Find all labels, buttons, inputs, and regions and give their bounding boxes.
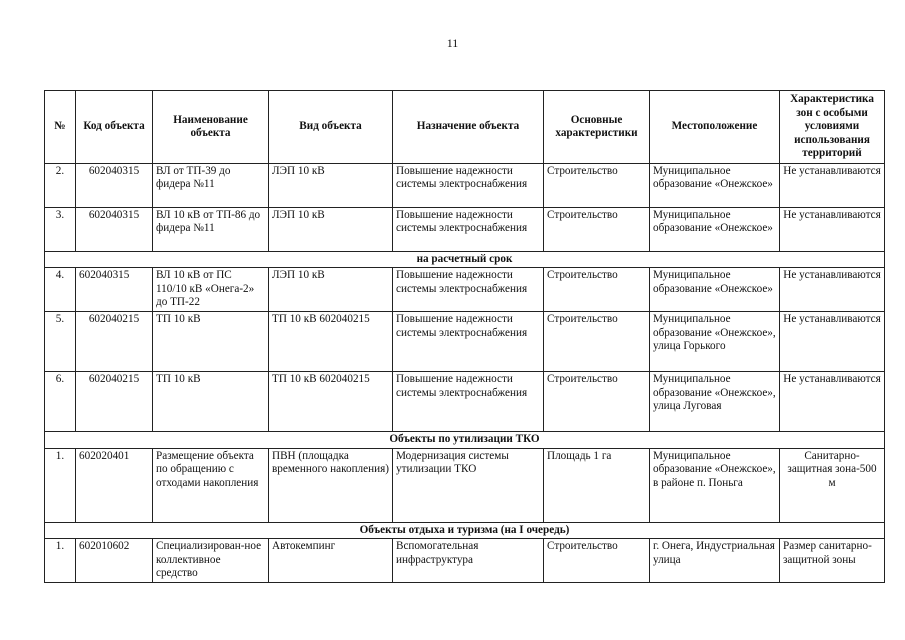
row-type: Автокемпинг bbox=[269, 539, 393, 583]
page-number: 11 bbox=[446, 36, 459, 50]
row-num: 3. bbox=[45, 208, 76, 252]
row-zones: Санитарно-защитная зона-500 м bbox=[780, 448, 885, 522]
header-num: № bbox=[45, 91, 76, 164]
section-title: Объекты отдыха и туризма (на I очередь) bbox=[45, 522, 885, 538]
row-type: ЛЭП 10 кВ bbox=[269, 268, 393, 312]
row-name: Специализирован-ное коллективное средство bbox=[153, 539, 269, 583]
row-code: 602040315 bbox=[76, 208, 153, 252]
row-num: 1. bbox=[45, 448, 76, 522]
row-location: Муниципальное образование «Онежское», в районе п. Поньга bbox=[650, 448, 780, 522]
header-location: Местоположение bbox=[650, 91, 780, 164]
row-type: ЛЭП 10 кВ bbox=[269, 164, 393, 208]
row-name: ТП 10 кВ bbox=[153, 372, 269, 432]
row-type: ТП 10 кВ 602040215 bbox=[269, 372, 393, 432]
section-title: на расчетный срок bbox=[45, 252, 885, 268]
row-num: 5. bbox=[45, 312, 76, 372]
row-location: Муниципальное образование «Онежское», улица Горького bbox=[650, 312, 780, 372]
row-characteristics: Строительство bbox=[544, 539, 650, 583]
row-purpose: Повышение надежности системы электроснабжения bbox=[393, 208, 544, 252]
row-name: Размещение объекта по обращению с отходами накопления bbox=[153, 448, 269, 522]
row-characteristics: Строительство bbox=[544, 312, 650, 372]
table-row bbox=[45, 208, 885, 252]
row-characteristics: Строительство bbox=[544, 208, 650, 252]
header-characteristics: Основные характеристики bbox=[544, 91, 650, 164]
row-code: 602040215 bbox=[76, 312, 153, 372]
table-row bbox=[45, 312, 885, 372]
row-zones: Не устанавливаются bbox=[780, 372, 885, 432]
row-purpose: Повышение надежности системы электроснабжения bbox=[393, 164, 544, 208]
row-code: 602020401 bbox=[76, 448, 153, 522]
header-code: Код объекта bbox=[76, 91, 153, 164]
row-name: ВЛ от ТП-39 до фидера №11 bbox=[153, 164, 269, 208]
row-num: 6. bbox=[45, 372, 76, 432]
row-purpose: Повышение надежности системы электроснабжения bbox=[393, 372, 544, 432]
row-type: ЛЭП 10 кВ bbox=[269, 208, 393, 252]
table-row bbox=[45, 539, 885, 583]
row-zones: Не устанавливаются bbox=[780, 268, 885, 312]
row-characteristics: Строительство bbox=[544, 164, 650, 208]
table-row bbox=[45, 268, 885, 312]
row-code: 602040215 bbox=[76, 372, 153, 432]
row-name: ВЛ 10 кВ от ТП-86 до фидера №11 bbox=[153, 208, 269, 252]
section-title: Объекты по утилизации ТКО bbox=[45, 432, 885, 448]
row-name: ВЛ 10 кВ от ПС 110/10 кВ «Онега-2» до ТП-22 bbox=[153, 268, 269, 312]
row-zones: Не устанавливаются bbox=[780, 312, 885, 372]
row-zones: Не устанавливаются bbox=[780, 208, 885, 252]
row-zones: Размер санитарно-защитной зоны bbox=[780, 539, 885, 583]
row-num: 2. bbox=[45, 164, 76, 208]
section-row bbox=[45, 252, 885, 268]
row-code: 602040315 bbox=[76, 268, 153, 312]
table-body bbox=[45, 164, 885, 583]
objects-table bbox=[44, 90, 885, 583]
row-type: ПВН (площадка временного накопления) bbox=[269, 448, 393, 522]
row-code: 602010602 bbox=[76, 539, 153, 583]
row-location: г. Онега, Индустриальная улица bbox=[650, 539, 780, 583]
row-location: Муниципальное образование «Онежское» bbox=[650, 268, 780, 312]
header-purpose: Назначение объекта bbox=[393, 91, 544, 164]
section-row bbox=[45, 522, 885, 538]
table-row bbox=[45, 164, 885, 208]
row-location: Муниципальное образование «Онежское» bbox=[650, 208, 780, 252]
row-purpose: Вспомогательная инфраструктура bbox=[393, 539, 544, 583]
row-characteristics: Строительство bbox=[544, 268, 650, 312]
row-num: 1. bbox=[45, 539, 76, 583]
row-location: Муниципальное образование «Онежское» bbox=[650, 164, 780, 208]
row-code: 602040315 bbox=[76, 164, 153, 208]
row-characteristics: Строительство bbox=[544, 372, 650, 432]
table-header-row bbox=[45, 91, 885, 164]
row-purpose: Повышение надежности системы электроснабжения bbox=[393, 312, 544, 372]
table-row bbox=[45, 448, 885, 522]
header-type: Вид объекта bbox=[269, 91, 393, 164]
row-type: ТП 10 кВ 602040215 bbox=[269, 312, 393, 372]
row-characteristics: Площадь 1 га bbox=[544, 448, 650, 522]
row-name: ТП 10 кВ bbox=[153, 312, 269, 372]
row-num: 4. bbox=[45, 268, 76, 312]
row-purpose: Модернизация системы утилизации ТКО bbox=[393, 448, 544, 522]
row-zones: Не устанавливаются bbox=[780, 164, 885, 208]
header-zones: Характеристика зон с особыми условиями использования территорий bbox=[780, 91, 885, 164]
row-location: Муниципальное образование «Онежское», улица Луговая bbox=[650, 372, 780, 432]
header-name: Наименование объекта bbox=[153, 91, 269, 164]
table-row bbox=[45, 372, 885, 432]
section-row bbox=[45, 432, 885, 448]
row-purpose: Повышение надежности системы электроснабжения bbox=[393, 268, 544, 312]
